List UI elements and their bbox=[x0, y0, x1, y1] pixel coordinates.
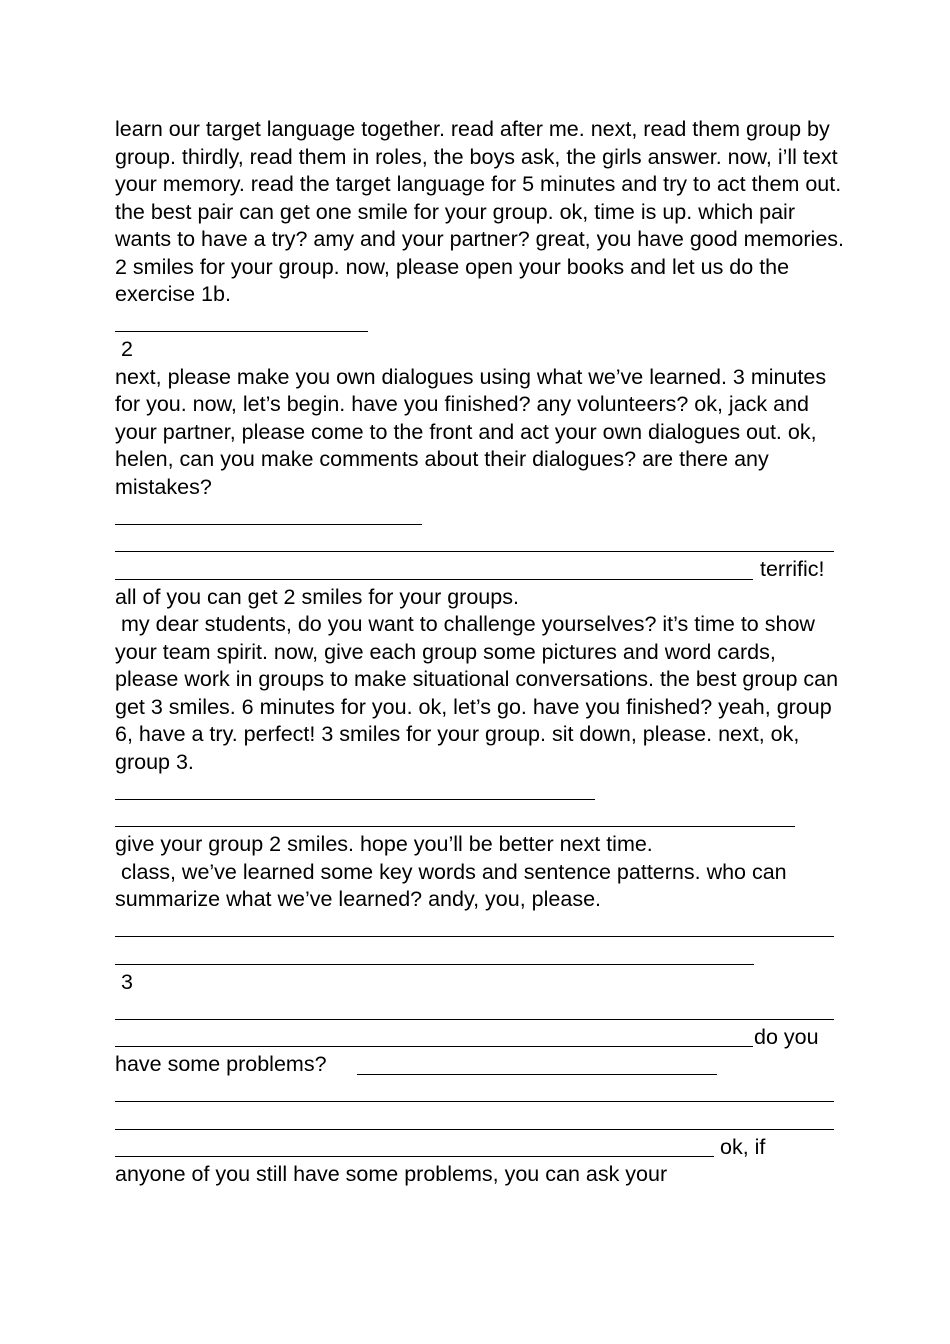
have-problems-text: have some problems? bbox=[115, 1052, 327, 1076]
paragraph-target-language: learn our target language together. read after me. next, read them group by group. thirdly, read them in roles, the boys ask, the girls answer. now, i’ll text your memory. read the target language for 5 minutes and try to act them out. the best pair can get one smile for your group. ok, time is up. which pair wants to have a try? amy and your partner? great, you have good memories. 2 smiles for your group. now, please open your books and let us do the exercise 1b. bbox=[115, 117, 850, 306]
answer-row-terrific bbox=[115, 556, 845, 584]
answer-blank[interactable] bbox=[115, 1079, 845, 1107]
answer-blank[interactable] bbox=[115, 1106, 845, 1134]
answer-blank[interactable] bbox=[115, 996, 845, 1024]
answer-blank[interactable] bbox=[115, 1156, 714, 1157]
answer-blank[interactable] bbox=[115, 804, 845, 832]
answer-blank[interactable] bbox=[115, 941, 845, 969]
answer-row-ok-if bbox=[115, 1134, 845, 1162]
answer-blank[interactable] bbox=[115, 1046, 753, 1047]
paragraph-smiles: all of you can get 2 smiles for your groups. bbox=[115, 584, 519, 609]
paragraph-summary: class, we’ve learned some key words and sentence patterns. who can summarize what we’ve learned? andy, you, please. bbox=[115, 859, 793, 911]
paragraph-encourage: give your group 2 smiles. hope you’ll be better next time. bbox=[115, 832, 653, 856]
answer-row-problems bbox=[115, 1051, 845, 1079]
section-number-2: 2 bbox=[121, 337, 133, 361]
answer-blank[interactable] bbox=[115, 529, 845, 557]
answer-blank[interactable] bbox=[115, 501, 845, 529]
paragraph-ask: anyone of you still have some problems, you can ask your bbox=[115, 1162, 668, 1186]
document-body bbox=[115, 116, 850, 1189]
answer-blank[interactable] bbox=[115, 914, 845, 942]
terrific-text: terrific! bbox=[760, 557, 825, 581]
paragraph-dialogues: next, please make you own dialogues using what we’ve learned. 3 minutes for you. now, let’s begin. have you finished? any volunteers? ok, jack and your partner, please come to the front and act your own dialogues out. ok, helen, can you make comments about their dialogues? are there any mistakes? bbox=[115, 364, 833, 499]
answer-row-do-you bbox=[115, 1024, 845, 1052]
ok-if-text: ok, if bbox=[720, 1134, 766, 1159]
do-you-text: do you bbox=[754, 1024, 819, 1049]
answer-blank[interactable] bbox=[357, 1074, 717, 1075]
answer-blank[interactable] bbox=[115, 309, 845, 337]
answer-blank[interactable] bbox=[115, 579, 753, 580]
section-number-3: 3 bbox=[121, 969, 133, 994]
answer-blank[interactable] bbox=[115, 776, 845, 804]
paragraph-challenge: my dear students, do you want to challenge yourselves? it’s time to show your team spirit. now, give each group some pictures and word cards, please work in groups to make situational conversations. the best group can get 3 smiles. 6 minutes for you. ok, let’s go. have you finished? yeah, group 6, have a try. perfect! 3 smiles for your group. sit down, please. next, ok, group 3. bbox=[115, 612, 845, 774]
